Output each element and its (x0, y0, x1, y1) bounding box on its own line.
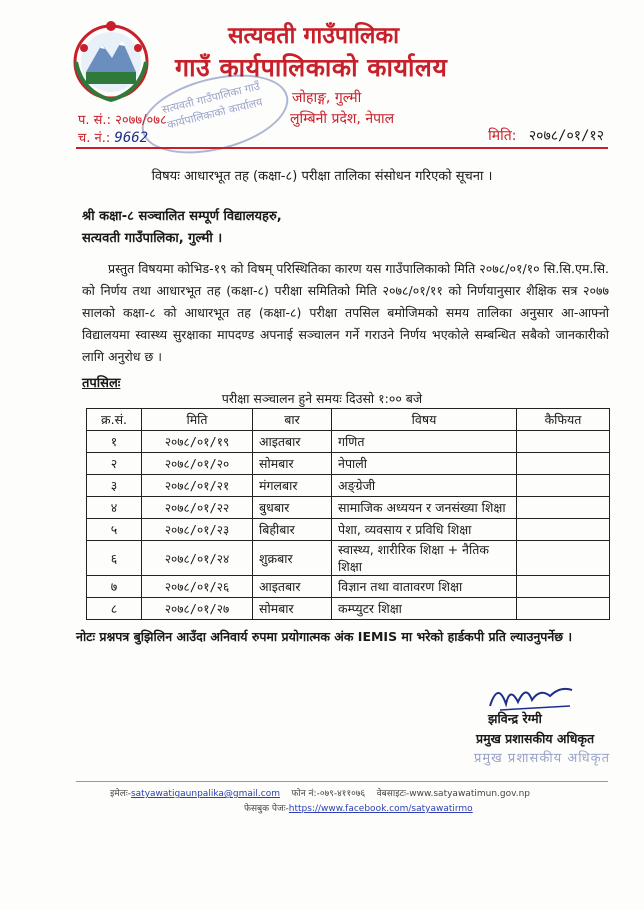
signatory-designation: प्रमुख प्रशासकीय अधिकृत (476, 731, 595, 746)
table-cell (517, 541, 610, 576)
table-cell: सोमबार (253, 598, 332, 620)
table-cell: २०७८/०१/२० (142, 453, 253, 475)
header-remarks: कैफियत (517, 409, 610, 431)
table-cell: ६ (87, 541, 142, 576)
header-subject: विषय (332, 409, 517, 431)
reference-label: प. सं. (78, 113, 107, 128)
table-header-row (87, 409, 610, 431)
footer-facebook-line (244, 801, 473, 814)
table-row (87, 475, 610, 497)
table-cell: अङ्ग्रेजी (332, 475, 517, 497)
table-cell: मंगलबार (253, 475, 332, 497)
table-cell: आइतबार (253, 576, 332, 598)
table-cell: ८ (87, 598, 142, 620)
table-cell: कम्प्युटर शिक्षा (332, 598, 517, 620)
note-text: नोटः प्रश्नपत्र बुझिलिन आउँदा अनिवार्य रुपमा प्रयोगात्मक अंक IEMIS मा भरेको हार्डकपी प्रति ल्याउनुपर्नेछ । (76, 629, 573, 644)
signatory-name: झविन्द्र रेग्मी (488, 711, 542, 726)
address-line2: लुम्बिनी प्रदेश, नेपाल (290, 111, 395, 127)
table-row (87, 576, 610, 598)
table-cell: २०७८/०१/२६ (142, 576, 253, 598)
table-row (87, 431, 610, 453)
table-cell: बिहीबार (253, 519, 332, 541)
table-cell (517, 475, 610, 497)
table-cell: शुक्रबार (253, 541, 332, 576)
table-cell (517, 431, 610, 453)
table-row (87, 519, 610, 541)
office-title-line2: गाउँ कार्यपालिकाको कार्यालय (175, 53, 448, 82)
table-row (87, 598, 610, 620)
table-cell: २०७८/०१/२१ (142, 475, 253, 497)
footer-contact-line (110, 786, 530, 799)
table-cell (517, 598, 610, 620)
office-title-line1: सत्यवती गाउँपालिका (228, 23, 400, 49)
website-link[interactable]: www.satyawatimun.gov.np (409, 789, 531, 799)
table-cell: सामाजिक अध्ययन र जनसंख्या शिक्षा (332, 497, 517, 519)
table-cell: १ (87, 431, 142, 453)
date-label: मिति: (488, 128, 517, 144)
table-cell: २०७८/०१/२३ (142, 519, 253, 541)
table-cell (517, 453, 610, 475)
dispatch-label: च. नं. (78, 131, 106, 146)
addressee-line2: सत्यवती गाउँपालिका, गुल्मी । (82, 231, 223, 246)
facebook-link[interactable]: https://www.facebook.com/satyawatirmo (288, 804, 473, 814)
exam-time-caption: परीक्षा सञ्चालन हुने समयः दिउसो १:०० बजे (221, 391, 423, 406)
table-cell: ३ (87, 475, 142, 497)
header-day: बार (253, 409, 332, 431)
facebook-label: फेसबुक पेजः- (244, 804, 289, 814)
table-cell: २ (87, 453, 142, 475)
designation-stamp: प्रमुख प्रशासकीय अधिकृत (474, 751, 611, 766)
table-row (87, 541, 610, 576)
table-cell: नेपाली (332, 453, 517, 475)
header-divider (76, 147, 608, 149)
reference-value: २०७७/०७८ (115, 113, 167, 128)
table-cell: ७ (87, 576, 142, 598)
table-cell: आइतबार (253, 431, 332, 453)
details-label: तपसिलः (82, 376, 121, 391)
table-row (87, 453, 610, 475)
address-line1: जोहाङ्ग, गुल्मी (292, 90, 362, 106)
addressee-line1: श्री कक्षा-८ सञ्चालित सम्पूर्ण विद्यालयहरु, (82, 209, 282, 224)
table-cell: २०७८/०१/२४ (142, 541, 253, 576)
table-cell: पेशा, व्यवसाय र प्रविधि शिक्षा (332, 519, 517, 541)
table-cell: स्वास्थ्य, शारीरिक शिक्षा + नैतिक शिक्षा (332, 541, 517, 576)
table-cell: गणित (332, 431, 517, 453)
dispatch-number: च. नं.: 9662 (78, 130, 149, 146)
table-cell: २०७८/०१/२२ (142, 497, 253, 519)
subject-line: विषयः आधारभूत तह (कक्षा-८) परीक्षा तालिका संसोधन गरिएको सूचना । (151, 169, 493, 184)
letter-date (488, 126, 604, 145)
website-label: वेबसाइटः- (376, 789, 410, 799)
table-cell: बुधबार (253, 497, 332, 519)
footer-divider (76, 781, 608, 782)
email-label: इमेलः- (110, 789, 131, 799)
table-cell: विज्ञान तथा वातावरण शिक्षा (332, 576, 517, 598)
header-date: मिति (142, 409, 253, 431)
table-cell: ४ (87, 497, 142, 519)
dispatch-value: 9662 (114, 130, 149, 146)
table-cell: २०७८/०१/१९ (142, 431, 253, 453)
nepal-emblem-icon (72, 18, 150, 104)
table-cell (517, 497, 610, 519)
header-sn: क्र.सं. (87, 409, 142, 431)
table-cell: सोमबार (253, 453, 332, 475)
body-paragraph: प्रस्तुत विषयमा कोभिड-१९ को विषम् परिस्थितिका कारण यस गाउँपालिकाको मिति २०७८/०१/१० सि.सि.एम.सि. को निर्णय तथा आधारभूत तह (कक्षा-८) परीक्षा समितिको मिति २०७८/०१/११ को निर्णयानुसार शैक्षिक सत्र २०७७ सालको कक्षा-८ को आधारभूत तह (कक्षा-८) परीक्षा तपसिल बमोजिमको समय तालिका अनुसार आ-आफ्नो विद्यालयमा स्वास्थ्य सुरक्षाका मापदण्ड अपनाई सञ्चालन गर्ने गराउने निर्णय भएकोले सम्बन्धित सबैको जानकारीको लागि अनुरोध छ । (82, 261, 609, 364)
office-stamp: सत्यवती गाउँपालिका गाउँ कार्यपालिकाको कार्यालय (134, 61, 297, 167)
email-link[interactable]: satyawatigaunpalika@gmail.com (130, 789, 280, 799)
table-cell: २०७८/०१/२७ (142, 598, 253, 620)
table-cell (517, 576, 610, 598)
date-value: २०७८/०१/१२ (528, 128, 604, 144)
exam-schedule-table (86, 408, 610, 620)
table-cell: ५ (87, 519, 142, 541)
reference-number: प. सं.: २०७७/०७८ (78, 113, 167, 128)
table-cell (517, 519, 610, 541)
phone-text: फोन नं:-०७९-४११०७६ (291, 789, 366, 799)
table-row (87, 497, 610, 519)
